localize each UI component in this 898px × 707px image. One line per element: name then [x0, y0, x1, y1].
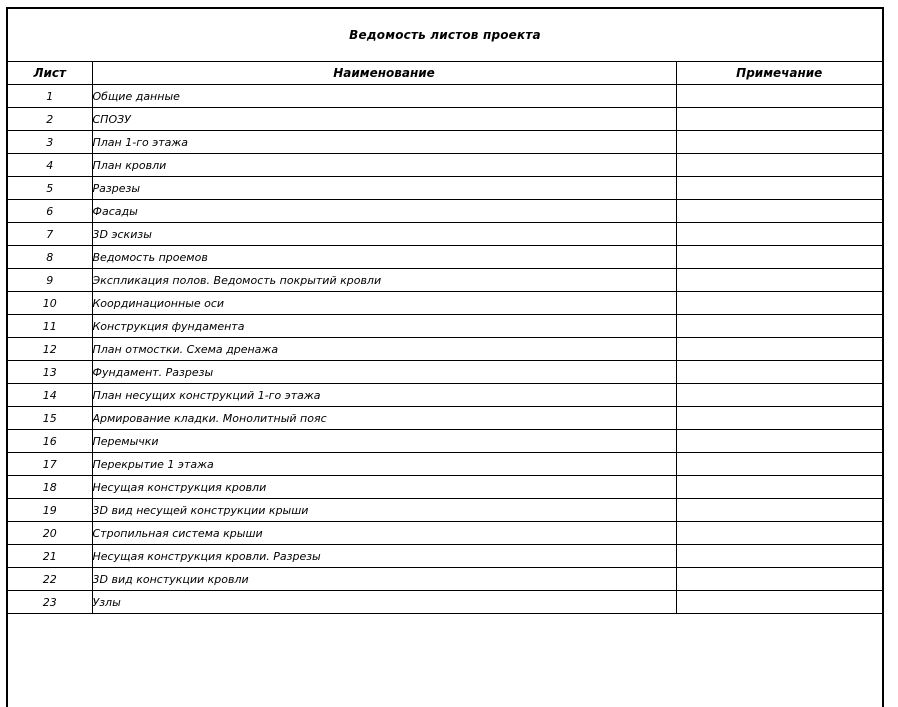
- header-row: [8, 62, 882, 85]
- table-title: Ведомость листов проекта: [8, 9, 882, 62]
- cell-sheet-number: 16: [8, 430, 92, 453]
- cell-sheet-number: 2: [8, 108, 92, 131]
- cell-note: [676, 591, 882, 614]
- sheet-list-table: [8, 62, 882, 614]
- cell-sheet-name: Координационные оси: [92, 292, 676, 315]
- cell-note: [676, 522, 882, 545]
- cell-sheet-number: 1: [8, 85, 92, 108]
- cell-sheet-number: 3: [8, 131, 92, 154]
- cell-sheet-name: Общие данные: [92, 85, 676, 108]
- table-row: [8, 108, 882, 131]
- table-row: [8, 430, 882, 453]
- cell-sheet-name: Перекрытие 1 этажа: [92, 453, 676, 476]
- column-header-note: Примечание: [676, 62, 882, 85]
- table-row: [8, 476, 882, 499]
- cell-sheet-number: 20: [8, 522, 92, 545]
- cell-note: [676, 476, 882, 499]
- cell-sheet-name: Экспликация полов. Ведомость покрытий кровли: [92, 269, 676, 292]
- table-row: [8, 315, 882, 338]
- cell-sheet-number: 13: [8, 361, 92, 384]
- cell-note: [676, 85, 882, 108]
- cell-sheet-name: План 1-го этажа: [92, 131, 676, 154]
- cell-note: [676, 407, 882, 430]
- table-row: [8, 522, 882, 545]
- cell-note: [676, 384, 882, 407]
- cell-sheet-name: Несущая конструкция кровли: [92, 476, 676, 499]
- table-row: [8, 499, 882, 522]
- cell-note: [676, 108, 882, 131]
- cell-sheet-number: 9: [8, 269, 92, 292]
- cell-note: [676, 430, 882, 453]
- table-row: [8, 407, 882, 430]
- cell-sheet-number: 6: [8, 200, 92, 223]
- table-row: [8, 361, 882, 384]
- table-row: [8, 338, 882, 361]
- cell-sheet-name: СПОЗУ: [92, 108, 676, 131]
- cell-sheet-number: 17: [8, 453, 92, 476]
- cell-sheet-number: 8: [8, 246, 92, 269]
- cell-sheet-number: 10: [8, 292, 92, 315]
- cell-sheet-name: Фасады: [92, 200, 676, 223]
- cell-sheet-name: План кровли: [92, 154, 676, 177]
- cell-sheet-name: Узлы: [92, 591, 676, 614]
- table-row: [8, 384, 882, 407]
- column-header-sheet: Лист: [8, 62, 92, 85]
- cell-sheet-name: Фундамент. Разрезы: [92, 361, 676, 384]
- cell-sheet-number: 4: [8, 154, 92, 177]
- table-row: [8, 545, 882, 568]
- cell-note: [676, 246, 882, 269]
- cell-note: [676, 200, 882, 223]
- cell-note: [676, 453, 882, 476]
- table-row: [8, 246, 882, 269]
- cell-sheet-number: 19: [8, 499, 92, 522]
- cell-sheet-name: 3D вид несущей конструкции крыши: [92, 499, 676, 522]
- cell-sheet-name: Несущая конструкция кровли. Разрезы: [92, 545, 676, 568]
- table-row: [8, 223, 882, 246]
- cell-note: [676, 315, 882, 338]
- column-header-name: Наименование: [92, 62, 676, 85]
- table-row: [8, 154, 882, 177]
- cell-note: [676, 131, 882, 154]
- cell-note: [676, 568, 882, 591]
- cell-note: [676, 154, 882, 177]
- cell-sheet-number: 18: [8, 476, 92, 499]
- cell-note: [676, 269, 882, 292]
- cell-sheet-name: 3D вид констукции кровли: [92, 568, 676, 591]
- cell-note: [676, 545, 882, 568]
- cell-sheet-name: Стропильная система крыши: [92, 522, 676, 545]
- cell-sheet-name: 3D эскизы: [92, 223, 676, 246]
- cell-sheet-number: 14: [8, 384, 92, 407]
- table-row: [8, 453, 882, 476]
- cell-sheet-number: 12: [8, 338, 92, 361]
- cell-sheet-number: 22: [8, 568, 92, 591]
- table-row: [8, 591, 882, 614]
- cell-note: [676, 223, 882, 246]
- table-row: [8, 200, 882, 223]
- table-row: [8, 568, 882, 591]
- table-row: [8, 269, 882, 292]
- table-row: [8, 85, 882, 108]
- cell-note: [676, 177, 882, 200]
- cell-sheet-number: 7: [8, 223, 92, 246]
- table-row: [8, 131, 882, 154]
- cell-sheet-name: Разрезы: [92, 177, 676, 200]
- cell-sheet-number: 15: [8, 407, 92, 430]
- cell-sheet-number: 11: [8, 315, 92, 338]
- cell-sheet-name: Конструкция фундамента: [92, 315, 676, 338]
- sheet-list-table-frame: [6, 7, 884, 707]
- cell-sheet-name: Ведомость проемов: [92, 246, 676, 269]
- table-row: [8, 177, 882, 200]
- table-row: [8, 292, 882, 315]
- cell-sheet-name: Армирование кладки. Монолитный пояс: [92, 407, 676, 430]
- cell-note: [676, 361, 882, 384]
- cell-note: [676, 499, 882, 522]
- cell-note: [676, 338, 882, 361]
- cell-sheet-name: План несущих конструкций 1-го этажа: [92, 384, 676, 407]
- cell-sheet-name: Перемычки: [92, 430, 676, 453]
- cell-sheet-number: 21: [8, 545, 92, 568]
- cell-sheet-number: 23: [8, 591, 92, 614]
- cell-sheet-name: План отмостки. Схема дренажа: [92, 338, 676, 361]
- cell-sheet-number: 5: [8, 177, 92, 200]
- cell-note: [676, 292, 882, 315]
